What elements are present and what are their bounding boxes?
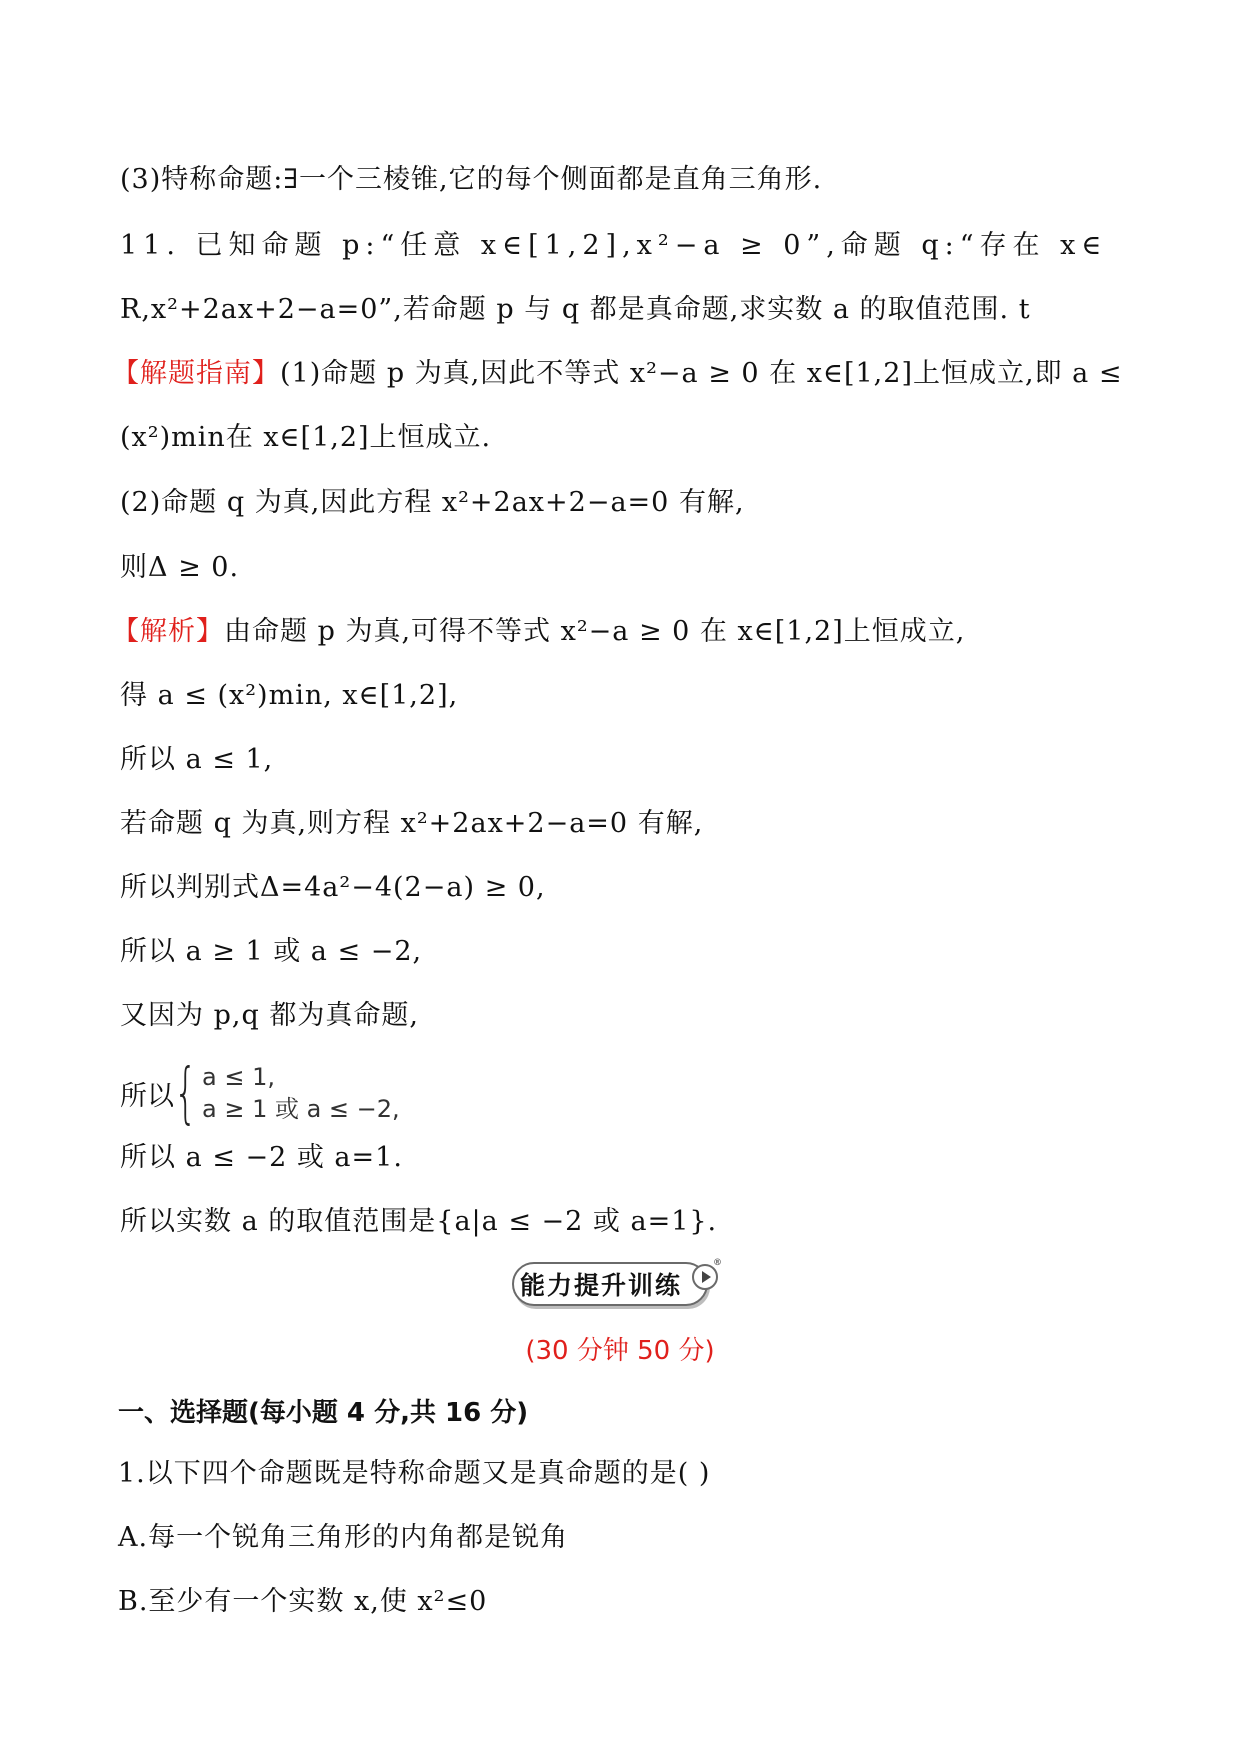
question-11-line-1: 11. 已知命题 p:“任意 x∈[1,2],x²−a ≥ 0”,命题 q:“存在 x∈ (120, 230, 1108, 261)
section-title: 一、选择题(每小题 4 分,共 16 分) (118, 1398, 529, 1428)
time-limit: (30 分钟 50 分) (525, 1336, 715, 1366)
analysis-line-8: 所以 a ≤ −2 或 a=1. (120, 1142, 403, 1173)
question-11-line-2: R,x²+2ax+2−a=0”,若命题 p 与 q 都是真命题,求实数 a 的取值范围. t (120, 294, 1031, 325)
analysis-line-4: 若命题 q 为真,则方程 x²+2ax+2−a=0 有解, (120, 808, 704, 839)
question-1-option-b: B.至少有一个实数 x,使 x²≤0 (118, 1586, 488, 1617)
equation-system (120, 1054, 400, 1131)
left-brace-icon: { (174, 1054, 198, 1131)
analysis-tag: 【解析】 (112, 616, 224, 647)
guide-line-1 (112, 356, 1122, 392)
guide-line-3: (2)命题 q 为真,因此方程 x²+2ax+2−a=0 有解, (120, 487, 745, 518)
analysis-line-2: 得 a ≤ (x²)min, x∈[1,2], (120, 680, 459, 711)
guide-tag: 【解题指南】 (112, 358, 280, 389)
guide-text-1: (1)命题 p 为真,因此不等式 x²−a ≥ 0 在 x∈[1,2]上恒成立,即 a ≤ (280, 358, 1123, 389)
analysis-line-3: 所以 a ≤ 1, (120, 744, 274, 775)
system-line-1: a ≤ 1, (202, 1063, 275, 1091)
system-prefix: 所以 (120, 1080, 174, 1112)
analysis-line-7: 又因为 p,q 都为真命题, (120, 1000, 419, 1031)
analysis-line-6: 所以 a ≥ 1 或 a ≤ −2, (120, 936, 423, 967)
analysis-line-9: 所以实数 a 的取值范围是{a|a ≤ −2 或 a=1}. (120, 1206, 718, 1237)
section-badge (512, 1258, 724, 1306)
question-1-option-a: A.每一个锐角三角形的内角都是锐角 (118, 1522, 569, 1553)
guide-line-2: (x²)min在 x∈[1,2]上恒成立. (120, 422, 492, 453)
text-line-1: (3)特称命题:∃一个三棱锥,它的每个侧面都是直角三角形. (120, 164, 823, 195)
registered-mark-icon: ® (713, 1258, 724, 1268)
analysis-line-5: 所以判别式Δ=4a²−4(2−a) ≥ 0, (120, 872, 546, 903)
system-lines (202, 1061, 400, 1125)
system-line-2: a ≥ 1 或 a ≤ −2, (202, 1095, 400, 1123)
guide-line-4: 则Δ ≥ 0. (120, 552, 240, 583)
analysis-line-1 (112, 614, 965, 650)
question-1-stem: 1.以下四个命题既是特称命题又是真命题的是( ) (118, 1458, 711, 1489)
badge-label: 能力提升训练 (519, 1271, 682, 1300)
analysis-text-1: 由命题 p 为真,可得不等式 x²−a ≥ 0 在 x∈[1,2]上恒成立, (224, 616, 966, 647)
